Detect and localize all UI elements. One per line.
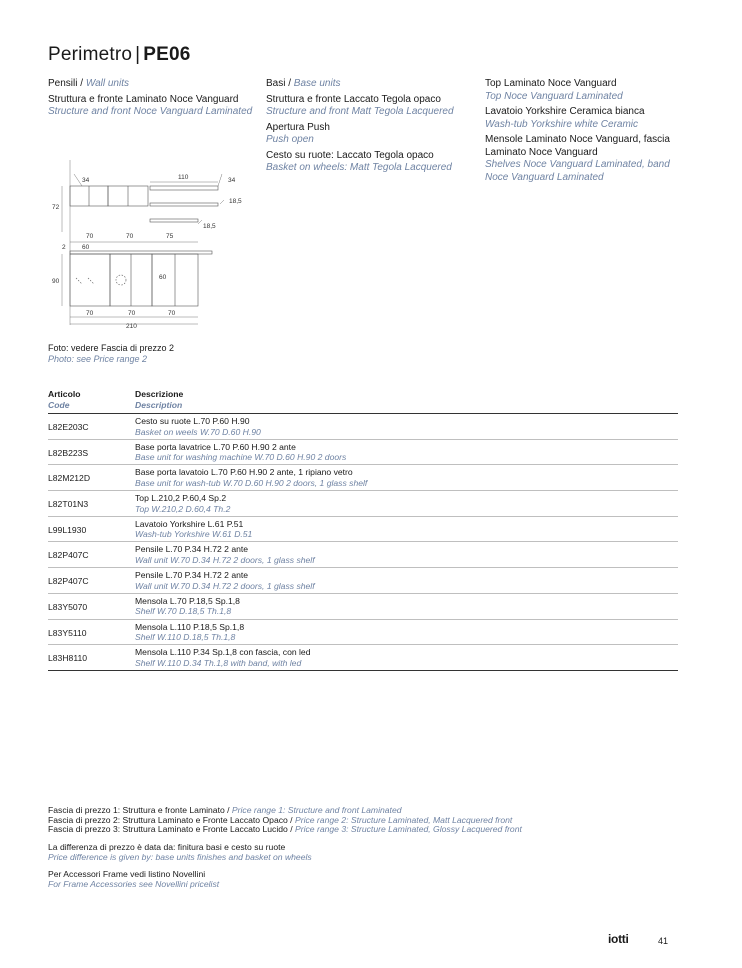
description-en: Base unit for washing machine W.70 D.60 H.90 2 doors	[135, 452, 347, 463]
description-it: Mensola L.110 P.34 Sp.1,8 con fascia, con led	[135, 647, 311, 658]
description-en: Wall unit W.70 D.34 H.72 2 doors, 1 glass shelf	[135, 580, 315, 591]
article-code: L83Y5070	[48, 601, 88, 612]
brand-logo: iotti	[608, 932, 629, 946]
description-en: Shelf W.110 D.18,5 Th.1,8	[135, 632, 236, 642]
description-header-it: Descrizione	[135, 389, 184, 399]
article-code: L82M212D	[48, 473, 91, 484]
finish-en: Wash-tub Yorkshire white Ceramic	[485, 118, 639, 130]
dim-label: 18,5	[203, 223, 216, 230]
description-it: Lavatoio Yorkshire L.61 P.51	[135, 518, 244, 529]
table-row	[48, 568, 678, 594]
finish-it: Struttura e fronte Laminato Noce Vanguard	[48, 93, 239, 105]
description-it: Top L.210,2 P.60,4 Sp.2	[135, 493, 227, 504]
table-row	[48, 645, 678, 671]
finish-it: Struttura e fronte Laccato Tegola opaco	[266, 93, 441, 105]
article-description	[135, 570, 315, 591]
price-range-it: Fascia di prezzo 1: Struttura e fronte Laminato	[48, 805, 225, 815]
photo-note-en: Photo: see Price range 2	[48, 354, 148, 364]
article-code: L83Y5110	[48, 627, 87, 638]
model-code: PE06	[143, 44, 191, 65]
table-row	[48, 620, 678, 646]
article-description	[135, 519, 252, 540]
article-code: L82P407C	[48, 550, 89, 561]
dim-label: 70	[168, 310, 176, 317]
dim-label: 75	[166, 233, 174, 240]
finish-en: Shelves Noce Vanguard Laminated, band Noce Vanguard Laminated	[485, 159, 670, 183]
dim-label: 70	[86, 233, 94, 240]
article-description	[135, 416, 261, 437]
description-en: Top W.210,2 D.60,4 Th.2	[135, 503, 231, 514]
price-range-line: Fascia di prezzo 1: Struttura e fronte Laminato / Price range 1: Structure and front Laminated	[48, 805, 402, 815]
dim-label: 72	[52, 204, 60, 211]
accessories-note	[48, 870, 219, 889]
description-en: Base unit for wash-tub W.70 D.60 H.90 2 doors, 1 glass shelf	[135, 477, 368, 488]
price-range-en: Price range 2: Structure Laminated, Matt Lacquered front	[294, 814, 513, 825]
price-range-line: Fascia di prezzo 2: Struttura Laminato e Fronte Laccato Opaco / Price range 2: Structure Laminated, Matt Lacquered front	[48, 814, 513, 825]
accessories-en: For Frame Accessories see Novellini pricelist	[48, 878, 220, 889]
finish-it: Cesto su ruote: Laccato Tegola opaco	[266, 149, 434, 161]
finish-item	[48, 94, 253, 119]
label-it: Basi	[266, 78, 286, 89]
description-it: Base porta lavatoio L.70 P.60 H.90 2 ante, 1 ripiano vetro	[135, 467, 353, 478]
dim-label: 70	[126, 233, 134, 240]
code-header-en: Code	[48, 400, 70, 410]
technical-drawing	[48, 160, 248, 335]
code-header	[48, 389, 80, 411]
shelf-long	[150, 203, 218, 206]
article-code: L83H8110	[48, 653, 88, 664]
description-en: Wash-tub Yorkshire W.61 D.51	[135, 529, 253, 540]
finish-it: Lavatoio Yorkshire Ceramica bianca	[485, 106, 645, 117]
dim-label: 210	[126, 323, 137, 330]
dim-label: 2	[62, 244, 66, 251]
price-ranges	[48, 806, 522, 835]
description-it: Mensola L.110 P.18,5 Sp.1,8	[135, 621, 245, 632]
label-it: Pensili	[48, 78, 78, 89]
shelf-top	[150, 186, 218, 190]
photo-note-it: Foto: vedere Fascia di prezzo 2	[48, 343, 175, 353]
price-difference-note	[48, 843, 312, 862]
finish-en: Basket on wheels: Matt Tegola Lacquered	[266, 162, 452, 173]
description-it: Pensile L.70 P.34 H.72 2 ante	[135, 570, 249, 581]
accessories-it: Per Accessori Frame vedi listino Novellini	[48, 869, 206, 879]
article-code: L99L1930	[48, 524, 87, 535]
article-description	[135, 467, 367, 488]
dim-label: 70	[128, 310, 136, 317]
basket-unit	[70, 254, 110, 306]
dim-label: 60	[82, 244, 90, 251]
finish-item	[266, 94, 471, 119]
table-row	[48, 517, 678, 543]
finish-item	[485, 134, 685, 184]
table-header	[48, 388, 678, 414]
finish-en: Push open	[266, 134, 314, 145]
dim-label: 110	[178, 174, 189, 181]
series-name: Perimetro	[48, 44, 133, 65]
finish-en: Structure and front Noce Vanguard Laminated	[48, 106, 253, 117]
finish-it: Mensole Laminato Noce Vanguard, fascia Laminato Noce Vanguard	[485, 134, 670, 158]
description-it: Pensile L.70 P.34 H.72 2 ante	[135, 544, 249, 555]
wall-units-column	[48, 78, 253, 122]
description-it: Base porta lavatrice L.70 P.60 H.90 2 ante	[135, 441, 296, 452]
table-row	[48, 440, 678, 466]
description-it: Mensola L.70 P.18,5 Sp.1,8	[135, 595, 240, 606]
worktop	[70, 251, 212, 254]
article-description	[135, 647, 311, 668]
description-header-en: Description	[135, 400, 183, 410]
price-range-line: Fascia di prezzo 3: Struttura Laminato e Fronte Laccato Lucido / Price range 3: Structure Laminated, Glossy Lacquered front	[48, 824, 522, 835]
article-description	[135, 596, 240, 617]
price-difference-en: Price difference is given by: base units finishes and basket on wheels	[48, 851, 312, 862]
article-code: L82E203C	[48, 422, 89, 432]
column-label: Pensili / Wall units	[48, 78, 129, 89]
article-code: L82B223S	[48, 447, 89, 458]
finish-en: Top Noce Vanguard Laminated	[485, 90, 623, 102]
description-en: Wall unit W.70 D.34 H.72 2 doors, 1 glass shelf	[135, 554, 315, 565]
article-table	[48, 388, 678, 671]
column-label: Basi / Base units	[266, 78, 341, 89]
dim-label: 34	[228, 177, 236, 184]
table-row	[48, 491, 678, 517]
table-row	[48, 414, 678, 440]
article-description	[135, 442, 346, 463]
price-range-it: Fascia di prezzo 3: Struttura Laminato e Fronte Laccato Lucido	[48, 824, 288, 835]
price-range-en: Price range 1: Structure and front Laminated	[231, 805, 402, 815]
top-column	[485, 78, 685, 187]
photo-note	[48, 343, 174, 365]
article-code: L82P407C	[48, 576, 89, 587]
article-code: L82T01N3	[48, 499, 89, 510]
dim-label: 70	[86, 310, 94, 317]
finish-item	[485, 106, 685, 131]
label-en: Base units	[293, 78, 341, 89]
title-separator: |	[135, 44, 141, 65]
dim-label: 90	[52, 278, 60, 285]
finish-it: Apertura Push	[266, 121, 330, 133]
article-description	[135, 622, 244, 643]
article-description	[135, 493, 230, 514]
code-header-it: Articolo	[48, 389, 81, 399]
shelf-short	[150, 219, 198, 222]
article-description	[135, 544, 315, 565]
page-number: 41	[657, 936, 668, 946]
finish-item	[266, 122, 471, 147]
description-en: Shelf W.110 D.34 Th.1,8 with band, with led	[135, 657, 302, 668]
description-en: Basket on weels W.70 D.60 H.90	[135, 426, 261, 437]
price-range-it: Fascia di prezzo 2: Struttura Laminato e Fronte Laccato Opaco	[48, 814, 288, 825]
finish-item	[485, 78, 685, 103]
table-row	[48, 594, 678, 620]
finish-it: Top Laminato Noce Vanguard	[485, 78, 617, 89]
label-en: Wall units	[85, 78, 129, 89]
finish-en: Structure and front Matt Tegola Lacquered	[266, 106, 454, 117]
price-difference-it: La differenza di prezzo è data da: finitura basi e cesto su ruote	[48, 842, 286, 852]
finish-item	[266, 150, 471, 175]
dim-label: 18,5	[229, 198, 242, 205]
price-range-en: Price range 3: Structure Laminated, Glossy Lacquered front	[294, 824, 522, 835]
table-row	[48, 542, 678, 568]
page-title	[48, 44, 191, 66]
description-it: Cesto su ruote L.70 P.60 H.90	[135, 416, 250, 426]
table-body	[48, 414, 678, 671]
base-units-column	[266, 78, 471, 178]
description-header	[135, 389, 183, 411]
table-row	[48, 465, 678, 491]
description-en: Shelf W.70 D.18,5 Th.1,8	[135, 606, 232, 617]
dim-label: 60	[159, 274, 167, 281]
dim-label: 34	[82, 177, 90, 184]
